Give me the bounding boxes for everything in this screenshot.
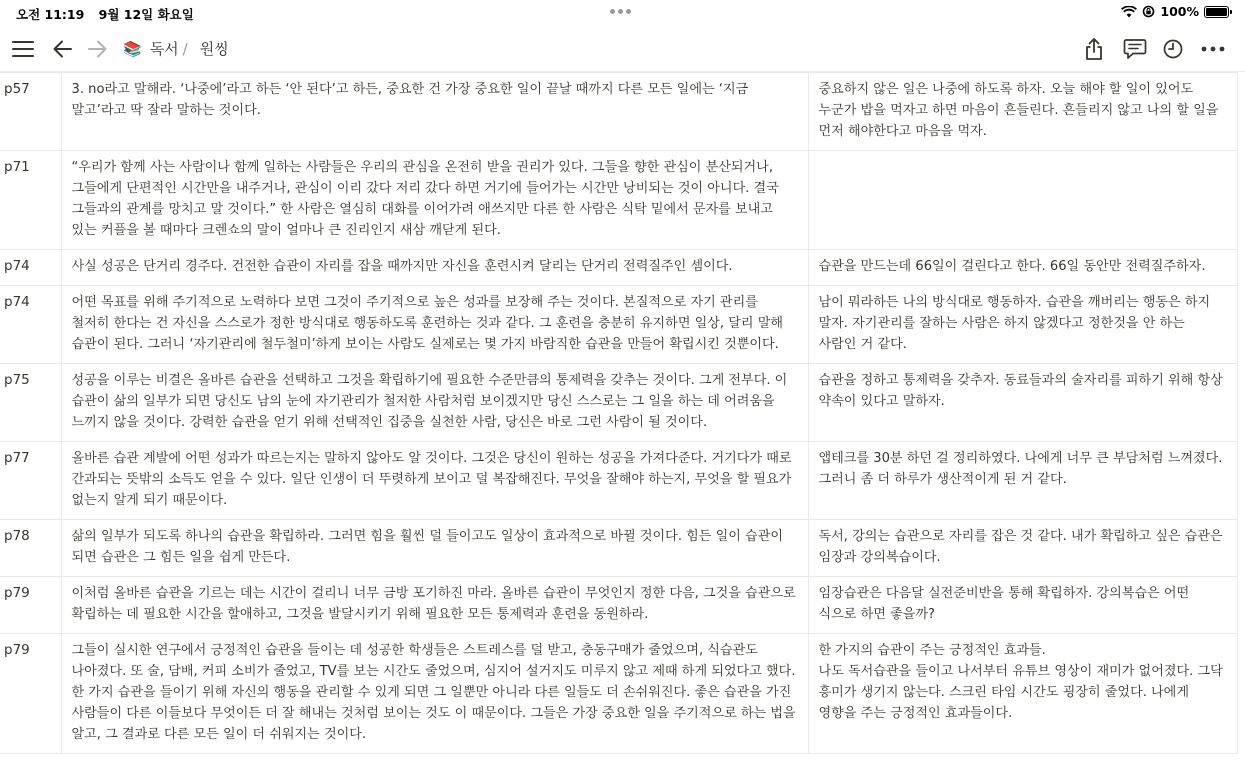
quote-cell[interactable]: 그들이 실시한 연구에서 긍정적인 습관을 들이는 데 성공한 학생들은 스트레스를 덜 받고, 충동구매가 줄었으며, 식습관도 나아졌다. 또 술, 담배, 커피 소비가 줄었고, TV를 보는 시간도 줄었으며, 심지어 설거지도 미루지 않고 제때 하게 되었다고 했다. 한 가지 습관을 들이기 위해 자신의 행동을 관리할 수 있게 되면 그 일뿐만 아니라 다른 일들도 더 손쉬워진다. 좋은 습관을 가진 사람들이 다른 이들보다 무엇이든 더 잘 해내는 것처럼 보이는 것도 이 때문이다. 그들은 가장 중요한 일을 주기적으로 하는 법을 알고, 그 결과로 다른 모든 일이 더 쉬워지는 것이다. [61,634,808,754]
history-icon[interactable] [1160,36,1186,62]
page-cell[interactable]: p74 [0,286,61,364]
table-body [0,73,1237,754]
status-date: 9월 12일 화요일 [98,7,194,22]
table-row [0,73,1237,151]
page-cell[interactable]: p57 [0,73,61,151]
note-cell[interactable]: 앱테크를 30분 하던 걸 정리하였다. 나에게 너무 큰 부담처럼 느껴졌다. 그러니 좀 더 하루가 생산적이게 된 거 같다. [808,442,1237,520]
quote-cell[interactable]: “우리가 함께 사는 사람이나 함께 일하는 사람들은 우리의 관심을 온전히 받을 권리가 있다. 그들을 향한 관심이 분산되거나, 그들에게 단편적인 시간만을 내주거나, 관심이 이리 갔다 저리 갔다 하면 거기에 들어가는 시간만 낭비되는 것이 아니다. 결국 그들과의 관계를 망치고 말 것이다.” 한 사람은 열심히 대화를 이어가려 애쓰지만 다른 한 사람은 식탁 밑에서 문자를 보내고 있는 커플을 볼 때마다 크렌쇼의 말이 얼마나 큰 진리인지 새삼 깨닫게 된다. [61,151,808,250]
quote-cell[interactable]: 사실 성공은 단거리 경주다. 건전한 습관이 자리를 잡을 때까지만 자신을 훈련시켜 달리는 단거리 전력질주인 셈이다. [61,250,808,286]
table-row [0,250,1237,286]
orientation-lock-icon [1142,5,1155,18]
page-cell[interactable]: p78 [0,520,61,577]
quote-cell[interactable]: 어떤 목표를 위해 주기적으로 노력하다 보면 그것이 주기적으로 높은 성과를 보장해 주는 것이다. 본질적으로 자기 관리를 철저히 한다는 건 자신을 스스로가 정한 방식대로 행동하도록 훈련하는 것과 같다. 그 훈련을 충분히 유지하면 일상, 달리 말해 습관이 된다. 그러니 ‘자기관리에 철두철미’하게 보이는 사람도 실제로는 몇 가지 바람직한 습관을 만들어 확립시킨 것뿐이다. [61,286,808,364]
menu-icon[interactable] [10,36,36,62]
note-cell[interactable]: 습관을 정하고 통제력을 갖추자. 동료들과의 술자리를 피하기 위해 항상 약속이 있다고 말하자. [808,364,1237,442]
breadcrumb-separator: / [182,39,188,58]
note-cell[interactable] [808,151,1237,250]
forward-arrow-icon[interactable] [84,36,110,62]
note-cell[interactable]: 독서, 강의는 습관으로 자리를 잡은 것 같다. 내가 확립하고 싶은 습관은 임장과 강의복습이다. [808,520,1237,577]
table-row [0,151,1237,250]
page-cell[interactable]: p79 [0,577,61,634]
status-time: 오전 11:19 [16,7,85,22]
breadcrumb-current[interactable]: 원씽 [199,40,229,58]
notes-table [0,72,1238,754]
wifi-icon [1121,6,1137,18]
status-left [16,5,204,23]
page-cell[interactable]: p79 [0,634,61,754]
comment-icon[interactable] [1122,36,1148,62]
notes-table-container[interactable] [0,72,1245,764]
status-bar [0,0,1245,26]
page-cell[interactable]: p77 [0,442,61,520]
note-cell[interactable]: 임장습관은 다음달 실전준비반을 통해 확립하자. 강의복습은 어떤 식으로 하면 좋을까? [808,577,1237,634]
table-row [0,520,1237,577]
page-cell[interactable]: p75 [0,364,61,442]
quote-cell[interactable]: 이처럼 올바른 습관을 기르는 데는 시간이 걸리니 너무 금방 포기하진 마라. 올바른 습관이 무엇인지 정한 다음, 그것을 습관으로 확립하는 데 필요한 시간을 할애하고, 그것을 발달시키기 위해 필요한 모든 통제력과 훈련을 동원하라. [61,577,808,634]
share-icon[interactable] [1081,36,1107,62]
multitasking-dots-icon[interactable] [610,9,631,14]
quote-cell[interactable]: 삶의 일부가 되도록 하나의 습관을 확립하라. 그러면 힘을 훨씬 덜 들이고도 일상이 효과적으로 바뀔 것이다. 힘든 일이 습관이 되면 습관은 그 힘든 일을 쉽게 만든다. [61,520,808,577]
battery-percent: 100% [1160,4,1199,19]
status-right [1121,4,1229,19]
note-cell[interactable]: 중요하지 않은 일은 나중에 하도록 하자. 오늘 해야 할 일이 있어도 누군가 밥을 먹자고 하면 마음이 흔들린다. 흔들리지 않고 나의 할 일을 먼저 해야한다고 마음을 먹자. [808,73,1237,151]
note-cell[interactable]: 습관을 만드는데 66일이 걸린다고 한다. 66일 동안만 전력질주하자. [808,250,1237,286]
table-row [0,286,1237,364]
table-row [0,442,1237,520]
table-row [0,364,1237,442]
table-row [0,577,1237,634]
more-icon[interactable] [1200,36,1226,62]
breadcrumb [123,38,229,59]
toolbar [0,26,1245,72]
back-arrow-icon[interactable] [50,36,76,62]
table-row [0,634,1237,754]
battery-icon [1204,6,1229,18]
breadcrumb-parent[interactable]: 독서 [149,40,179,58]
page-cell[interactable]: p71 [0,151,61,250]
quote-cell[interactable]: 올바른 습관 계발에 어떤 성과가 따르는지는 말하지 않아도 알 것이다. 그것은 당신이 원하는 성공을 가져다준다. 거기다가 때로 간과되는 뜻밖의 소득도 얻을 수 있다. 일단 인생이 더 뚜렷하게 보이고 덜 복잡해진다. 무엇을 잘해야 하는지, 무엇을 할 필요가 없는지 알게 되기 때문이다. [61,442,808,520]
quote-cell[interactable]: 성공을 이루는 비결은 올바른 습관을 선택하고 그것을 확립하기에 필요한 수준만큼의 통제력을 갖추는 것이다. 그게 전부다. 이 습관이 삶의 일부가 되면 당신도 남의 눈에 자기관리가 철저한 사람처럼 보이겠지만 당신 스스로는 그 일을 하는 데 어려움을 느끼지 않을 것이다. 강력한 습관을 얻기 위해 선택적인 집중을 실천한 사람, 당신은 바로 그런 사람이 될 것이다. [61,364,808,442]
page-cell[interactable]: p74 [0,250,61,286]
quote-cell[interactable]: 3. no라고 말해라. ‘나중에’라고 하든 ‘안 된다’고 하든, 중요한 건 가장 중요한 일이 끝날 때까지 다른 모든 일에는 ‘지금 말고’라고 딱 잘라 말하는 것이다. [61,73,808,151]
books-emoji-icon: 📚 [123,39,142,58]
note-cell[interactable]: 남이 뭐라하든 나의 방식대로 행동하자. 습관을 깨버리는 행동은 하지 말자. 자기관리를 잘하는 사람은 하지 않겠다고 정한것을 안 하는 사람인 거 같다. [808,286,1237,364]
note-cell[interactable]: 한 가지의 습관이 주는 긍정적인 효과들. 나도 독서습관을 들이고 나서부터 유튜브 영상이 재미가 없어졌다. 그닥 흥미가 생기지 않는다. 스크린 타임 시간도 굉장히 줄었다. 나에게 영향을 주는 긍정적인 효과들이다. [808,634,1237,754]
battery-fill [1206,8,1227,16]
